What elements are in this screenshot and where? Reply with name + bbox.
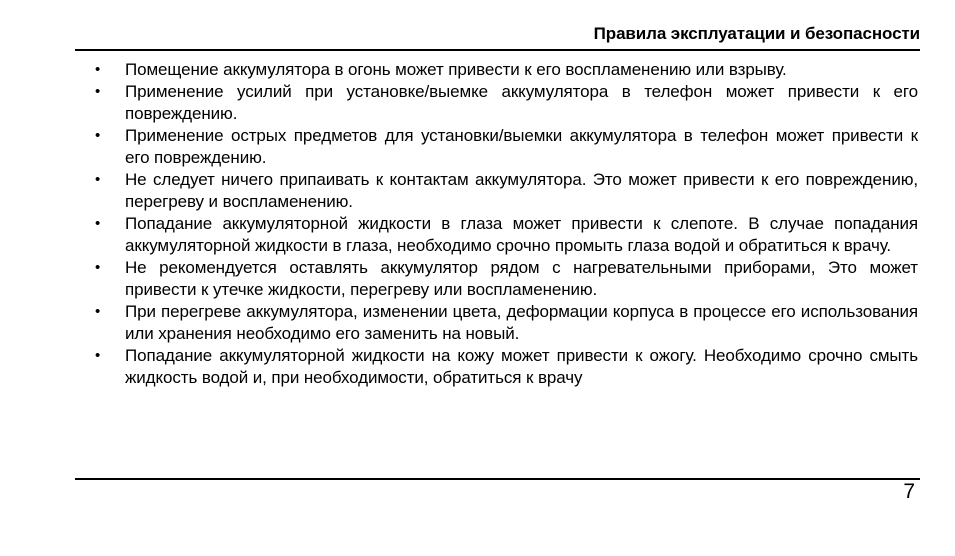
list-item-text: Применение усилий при установке/выемке аккумулятора в телефон может привести к его повреждению. [125, 82, 918, 123]
bullet-icon: • [95, 303, 101, 320]
list-item-text: Не следует ничего припаивать к контактам аккумулятора. Это может привести к его повреждению, перегреву и воспламенению. [125, 170, 918, 211]
list-item-text: При перегреве аккумулятора, изменении цвета, деформации корпуса в процессе его использования или хранения необходимо его заменить на новый. [125, 302, 918, 343]
bullet-icon: • [95, 347, 101, 364]
list-item [75, 301, 918, 345]
page-title: Правила эксплуатации и безопасности [593, 24, 920, 43]
bullet-icon: • [95, 61, 101, 78]
bullet-icon: • [95, 171, 101, 188]
bullet-icon: • [95, 83, 101, 100]
list-item-text: Помещение аккумулятора в огонь может привести к его воспламенению или взрыву. [125, 60, 787, 79]
bullet-icon: • [95, 127, 101, 144]
list-item [75, 81, 918, 125]
list-item [75, 59, 918, 81]
bullet-icon: • [95, 259, 101, 276]
list-item [75, 125, 918, 169]
list-item [75, 213, 918, 257]
header-divider [75, 49, 920, 51]
list-item-text: Не рекомендуется оставлять аккумулятор рядом с нагревательными приборами, Это может привести к утечке жидкости, перегреву или воспламенению. [125, 258, 918, 299]
list-item-text: Попадание аккумуляторной жидкости в глаза может привести к слепоте. В случае попадания аккумуляторной жидкости в глаза, необходимо срочно промыть глаза водой и обратиться к врачу. [125, 214, 918, 255]
safety-rules-list [75, 59, 918, 389]
list-item [75, 257, 918, 301]
page-number: 7 [903, 480, 915, 503]
list-item-text: Применение острых предметов для установки/выемки аккумулятора в телефон может привести к его повреждению. [125, 126, 918, 167]
list-item [75, 169, 918, 213]
list-item [75, 345, 918, 389]
list-item-text: Попадание аккумуляторной жидкости на кожу может привести к ожогу. Необходимо срочно смыть жидкость водой и, при необходимости, обратиться к врачу [125, 346, 918, 387]
bullet-icon: • [95, 215, 101, 232]
